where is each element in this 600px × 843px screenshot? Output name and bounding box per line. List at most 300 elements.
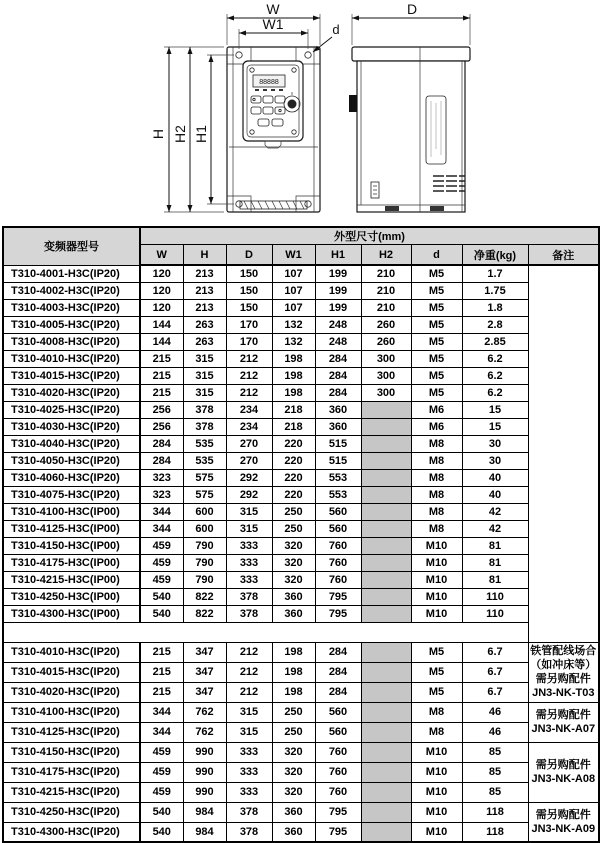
cell-d: 333	[226, 554, 272, 571]
cell-w1: 360	[272, 802, 315, 822]
model-cell: T310-4250-H3C(IP20)	[3, 802, 140, 822]
cell-d: 315	[226, 702, 272, 722]
cell-h: 213	[183, 299, 226, 316]
cell-h1: 284	[315, 350, 361, 367]
cell-h: 315	[183, 350, 226, 367]
cell-h2	[361, 435, 411, 452]
header-col-h: H	[183, 245, 226, 266]
cell-h2: 300	[361, 384, 411, 401]
header-model: 变频器型号	[3, 227, 140, 265]
remark-cell	[528, 642, 599, 702]
dim-label-h2: H2	[172, 125, 188, 143]
cell-weight: 1.7	[462, 265, 528, 282]
cell-d: 333	[226, 782, 272, 802]
header-col-h2: H2	[361, 245, 411, 266]
cell-d: 150	[226, 282, 272, 299]
model-cell: T310-4030-H3C(IP20)	[3, 418, 140, 435]
cell-w: 215	[140, 384, 183, 401]
cell-d: 212	[226, 384, 272, 401]
cell-w1: 360	[272, 588, 315, 605]
cell-weight: 2.85	[462, 333, 528, 350]
cell-h: 990	[183, 742, 226, 762]
cell-w1: 250	[272, 503, 315, 520]
cell-d: 333	[226, 537, 272, 554]
cell-w1: 320	[272, 537, 315, 554]
cell-d: 378	[226, 588, 272, 605]
cell-h1: 248	[315, 333, 361, 350]
model-cell: T310-4150-H3C(IP20)	[3, 742, 140, 762]
model-cell: T310-4125-H3C(IP20)	[3, 722, 140, 742]
cell-screw: M5	[411, 384, 462, 401]
cell-w: 120	[140, 299, 183, 316]
mounting-clip	[349, 95, 357, 112]
table-row	[3, 571, 599, 588]
cell-h: 790	[183, 554, 226, 571]
cell-screw: M5	[411, 350, 462, 367]
cell-screw: M5	[411, 316, 462, 333]
dim-label-h: H	[150, 128, 166, 140]
cell-h1: 199	[315, 265, 361, 282]
cell-w1: 360	[272, 822, 315, 842]
cell-d: 150	[226, 299, 272, 316]
model-cell: T310-4060-H3C(IP20)	[3, 469, 140, 486]
cell-screw: M5	[411, 682, 462, 702]
cell-screw: M10	[411, 742, 462, 762]
table-row	[3, 418, 599, 435]
cell-h2: 210	[361, 299, 411, 316]
cell-h: 575	[183, 469, 226, 486]
cell-screw: M5	[411, 282, 462, 299]
cell-h: 213	[183, 282, 226, 299]
cell-screw: M8	[411, 702, 462, 722]
remark-line: 需另购配件	[535, 673, 591, 685]
cell-h1: 199	[315, 299, 361, 316]
cell-h2	[361, 520, 411, 537]
cell-w: 256	[140, 401, 183, 418]
cell-h2	[361, 822, 411, 842]
cell-weight: 40	[462, 469, 528, 486]
cell-d: 378	[226, 802, 272, 822]
cell-weight: 30	[462, 452, 528, 469]
cell-screw: M10	[411, 554, 462, 571]
cell-h1: 760	[315, 537, 361, 554]
cell-screw: M10	[411, 822, 462, 842]
cell-h2	[361, 469, 411, 486]
cell-h: 378	[183, 418, 226, 435]
cell-weight: 85	[462, 782, 528, 802]
cell-h2	[361, 503, 411, 520]
remark-cell	[528, 702, 599, 742]
table-row	[3, 742, 599, 762]
cell-d: 333	[226, 762, 272, 782]
cell-weight: 46	[462, 722, 528, 742]
table-row	[3, 642, 599, 662]
cell-h1: 199	[315, 282, 361, 299]
cell-h2	[361, 571, 411, 588]
cell-w: 284	[140, 435, 183, 452]
cell-w1: 198	[272, 350, 315, 367]
model-cell: T310-4005-H3C(IP20)	[3, 316, 140, 333]
cell-h2	[361, 554, 411, 571]
model-cell: T310-4015-H3C(IP20)	[3, 367, 140, 384]
cell-h: 822	[183, 605, 226, 622]
cell-h: 822	[183, 588, 226, 605]
cell-d: 212	[226, 682, 272, 702]
cell-h2	[361, 682, 411, 702]
header-col-remark: 备注	[528, 245, 599, 266]
cell-w: 215	[140, 367, 183, 384]
cell-screw: M10	[411, 537, 462, 554]
dim-label-d-hole: d	[332, 22, 340, 37]
cell-w1: 107	[272, 282, 315, 299]
cell-h: 762	[183, 702, 226, 722]
cell-h2	[361, 802, 411, 822]
cell-d: 270	[226, 452, 272, 469]
model-cell: T310-4150-H3C(IP00)	[3, 537, 140, 554]
cell-w: 215	[140, 682, 183, 702]
cell-h2: 210	[361, 282, 411, 299]
cell-h1: 248	[315, 316, 361, 333]
cell-h2	[361, 537, 411, 554]
cell-d: 378	[226, 605, 272, 622]
model-cell: T310-4300-H3C(IP20)	[3, 822, 140, 842]
remark-cell	[528, 742, 599, 802]
cell-h2	[361, 722, 411, 742]
table-row	[3, 702, 599, 722]
display-digits: 88888	[259, 79, 279, 86]
cell-w: 459	[140, 554, 183, 571]
cell-screw: M10	[411, 588, 462, 605]
cell-d: 333	[226, 571, 272, 588]
cell-w1: 220	[272, 452, 315, 469]
cell-weight: 1.75	[462, 282, 528, 299]
cell-h2: 300	[361, 350, 411, 367]
cell-h2	[361, 605, 411, 622]
cell-w: 215	[140, 350, 183, 367]
cell-h2	[361, 401, 411, 418]
cell-h1: 760	[315, 554, 361, 571]
cell-h: 990	[183, 762, 226, 782]
table-row	[3, 520, 599, 537]
cell-h: 213	[183, 265, 226, 282]
cell-w: 144	[140, 316, 183, 333]
cell-weight: 15	[462, 418, 528, 435]
cell-h1: 360	[315, 418, 361, 435]
cell-d: 292	[226, 486, 272, 503]
cell-screw: M10	[411, 782, 462, 802]
cell-h1: 553	[315, 486, 361, 503]
cell-weight: 110	[462, 605, 528, 622]
cell-weight: 40	[462, 486, 528, 503]
model-cell: T310-4020-H3C(IP20)	[3, 682, 140, 702]
cell-h: 535	[183, 452, 226, 469]
cell-w: 540	[140, 588, 183, 605]
header-col-d: D	[226, 245, 272, 266]
cell-h: 263	[183, 333, 226, 350]
cell-h1: 795	[315, 605, 361, 622]
dimension-drawing	[0, 0, 600, 226]
remark-line: JN3-NK-A09	[531, 822, 596, 835]
table-row	[3, 605, 599, 622]
cell-w1: 107	[272, 265, 315, 282]
table-row	[3, 722, 599, 742]
cell-d: 212	[226, 662, 272, 682]
cell-w1: 250	[272, 520, 315, 537]
cell-h2: 300	[361, 367, 411, 384]
cell-h1: 760	[315, 742, 361, 762]
remark-line: （如冲床等）	[530, 659, 597, 671]
cell-w: 344	[140, 722, 183, 742]
model-cell: T310-4020-H3C(IP20)	[3, 384, 140, 401]
cell-w: 323	[140, 486, 183, 503]
cell-h1: 284	[315, 682, 361, 702]
cell-w1: 250	[272, 722, 315, 742]
cell-w1: 320	[272, 571, 315, 588]
cell-d: 150	[226, 265, 272, 282]
model-cell: T310-4015-H3C(IP20)	[3, 662, 140, 682]
cell-h: 347	[183, 642, 226, 662]
dim-label-depth: D	[406, 1, 418, 17]
remark-line: 铁管配线场合	[530, 645, 597, 657]
cell-h1: 795	[315, 588, 361, 605]
cell-h1: 515	[315, 435, 361, 452]
model-cell: T310-4008-H3C(IP20)	[3, 333, 140, 350]
cell-h1: 795	[315, 822, 361, 842]
cell-h2	[361, 782, 411, 802]
cell-h: 315	[183, 367, 226, 384]
table-row	[3, 782, 599, 802]
cell-w: 215	[140, 662, 183, 682]
cell-w: 459	[140, 537, 183, 554]
cell-h1: 760	[315, 571, 361, 588]
dim-label-w: W	[266, 1, 280, 17]
cell-weight: 2.8	[462, 316, 528, 333]
cell-w1: 220	[272, 486, 315, 503]
cell-w: 284	[140, 452, 183, 469]
cell-w1: 320	[272, 782, 315, 802]
cell-d: 212	[226, 367, 272, 384]
model-cell: T310-4125-H3C(IP00)	[3, 520, 140, 537]
cell-screw: M5	[411, 333, 462, 350]
table-row	[3, 333, 599, 350]
cell-h: 790	[183, 537, 226, 554]
cell-h1: 284	[315, 662, 361, 682]
table-row	[3, 822, 599, 842]
remark-line: 需另购配件	[535, 709, 591, 721]
cell-weight: 81	[462, 537, 528, 554]
cell-weight: 6.7	[462, 642, 528, 662]
table-row	[3, 401, 599, 418]
model-cell: T310-4215-H3C(IP20)	[3, 782, 140, 802]
cell-w1: 132	[272, 333, 315, 350]
cell-w: 344	[140, 520, 183, 537]
table-row	[3, 486, 599, 503]
cell-d: 212	[226, 350, 272, 367]
cell-screw: M8	[411, 435, 462, 452]
cell-w1: 360	[272, 605, 315, 622]
cell-w1: 250	[272, 702, 315, 722]
cell-screw: M6	[411, 401, 462, 418]
cell-h: 535	[183, 435, 226, 452]
cell-d: 234	[226, 401, 272, 418]
cell-h1: 560	[315, 503, 361, 520]
cell-w: 540	[140, 605, 183, 622]
cell-h2: 260	[361, 333, 411, 350]
cell-h2	[361, 486, 411, 503]
side-view-drawing	[349, 1, 470, 212]
cell-h2: 210	[361, 265, 411, 282]
cell-w: 459	[140, 742, 183, 762]
cell-w1: 198	[272, 642, 315, 662]
cell-d: 270	[226, 435, 272, 452]
cell-h: 762	[183, 722, 226, 742]
remark-line: 需另购配件	[535, 808, 591, 821]
model-cell: T310-4100-H3C(IP00)	[3, 503, 140, 520]
cell-w: 459	[140, 782, 183, 802]
cell-screw: M5	[411, 662, 462, 682]
table-row	[3, 452, 599, 469]
cell-w: 120	[140, 282, 183, 299]
model-cell: T310-4300-H3C(IP00)	[3, 605, 140, 622]
cell-screw: M5	[411, 299, 462, 316]
header-col-screw: d	[411, 245, 462, 266]
cell-h2	[361, 452, 411, 469]
model-cell: T310-4010-H3C(IP20)	[3, 642, 140, 662]
cell-w1: 198	[272, 682, 315, 702]
cell-weight: 81	[462, 571, 528, 588]
table-row	[3, 537, 599, 554]
remark-cell	[528, 265, 599, 642]
cell-w1: 218	[272, 418, 315, 435]
cell-weight: 46	[462, 702, 528, 722]
table-row	[3, 350, 599, 367]
cell-weight: 85	[462, 762, 528, 782]
cell-h2: 260	[361, 316, 411, 333]
cell-h1: 795	[315, 802, 361, 822]
model-cell: T310-4250-H3C(IP00)	[3, 588, 140, 605]
cell-d: 333	[226, 742, 272, 762]
cell-h1: 560	[315, 722, 361, 742]
cell-weight: 6.7	[462, 682, 528, 702]
cell-weight: 118	[462, 802, 528, 822]
cell-w: 344	[140, 503, 183, 520]
cell-w: 144	[140, 333, 183, 350]
cell-w: 215	[140, 642, 183, 662]
cell-h1: 360	[315, 401, 361, 418]
model-cell: T310-4100-H3C(IP20)	[3, 702, 140, 722]
cell-h: 790	[183, 571, 226, 588]
cell-w: 459	[140, 571, 183, 588]
model-cell: T310-4040-H3C(IP20)	[3, 435, 140, 452]
cell-screw: M5	[411, 265, 462, 282]
cell-screw: M10	[411, 571, 462, 588]
dimensions-table	[2, 226, 600, 843]
table-row	[3, 503, 599, 520]
cell-d: 292	[226, 469, 272, 486]
cell-h: 378	[183, 401, 226, 418]
cell-screw: M6	[411, 418, 462, 435]
cell-screw: M10	[411, 802, 462, 822]
cell-weight: 15	[462, 401, 528, 418]
dim-label-w1: W1	[262, 16, 284, 32]
cell-w: 120	[140, 265, 183, 282]
table-row	[3, 554, 599, 571]
cell-h: 984	[183, 822, 226, 842]
cell-w: 459	[140, 762, 183, 782]
cell-w: 256	[140, 418, 183, 435]
model-cell: T310-4175-H3C(IP20)	[3, 762, 140, 782]
cell-weight: 1.8	[462, 299, 528, 316]
table-row	[3, 469, 599, 486]
cell-w: 540	[140, 802, 183, 822]
table-row	[3, 367, 599, 384]
model-cell: T310-4001-H3C(IP20)	[3, 265, 140, 282]
cell-w1: 198	[272, 384, 315, 401]
model-cell: T310-4025-H3C(IP20)	[3, 401, 140, 418]
header-col-w: W	[140, 245, 183, 266]
cell-screw: M5	[411, 642, 462, 662]
cell-h: 600	[183, 503, 226, 520]
remark-cell	[528, 802, 599, 842]
cell-d: 315	[226, 722, 272, 742]
cell-h1: 553	[315, 469, 361, 486]
model-cell: T310-4050-H3C(IP20)	[3, 452, 140, 469]
cell-screw: M10	[411, 605, 462, 622]
cell-weight: 42	[462, 520, 528, 537]
dim-label-h1: H1	[193, 125, 209, 143]
cell-h: 347	[183, 662, 226, 682]
table-row	[3, 762, 599, 782]
cell-w: 323	[140, 469, 183, 486]
cell-h2	[361, 662, 411, 682]
cell-w1: 320	[272, 762, 315, 782]
cell-weight: 6.2	[462, 384, 528, 401]
remark-line: JN3-NK-A08	[531, 773, 596, 785]
remark-line: JN3-NK-A07	[531, 723, 596, 735]
cell-h1: 284	[315, 642, 361, 662]
table-row	[3, 435, 599, 452]
cell-screw: M8	[411, 486, 462, 503]
table-row	[3, 662, 599, 682]
cell-w: 344	[140, 702, 183, 722]
cell-screw: M8	[411, 452, 462, 469]
cell-h1: 760	[315, 782, 361, 802]
remark-line: JN3-NK-T03	[532, 687, 595, 699]
cell-d: 315	[226, 503, 272, 520]
cell-w1: 198	[272, 662, 315, 682]
cell-h1: 515	[315, 452, 361, 469]
model-cell: T310-4003-H3C(IP20)	[3, 299, 140, 316]
cell-h1: 560	[315, 520, 361, 537]
cell-h2	[361, 702, 411, 722]
cell-screw: M8	[411, 520, 462, 537]
header-col-h1: H1	[315, 245, 361, 266]
cell-d: 378	[226, 822, 272, 842]
cell-d: 170	[226, 316, 272, 333]
cell-h: 263	[183, 316, 226, 333]
cell-d: 234	[226, 418, 272, 435]
cell-w1: 220	[272, 469, 315, 486]
cell-weight: 85	[462, 742, 528, 762]
cell-d: 212	[226, 642, 272, 662]
cell-weight: 6.2	[462, 367, 528, 384]
header-dims-group: 外型尺寸(mm)	[140, 227, 599, 245]
cell-w: 540	[140, 822, 183, 842]
cell-h1: 560	[315, 702, 361, 722]
cell-w1: 220	[272, 435, 315, 452]
table-row	[3, 588, 599, 605]
drawing-svg	[0, 0, 600, 226]
